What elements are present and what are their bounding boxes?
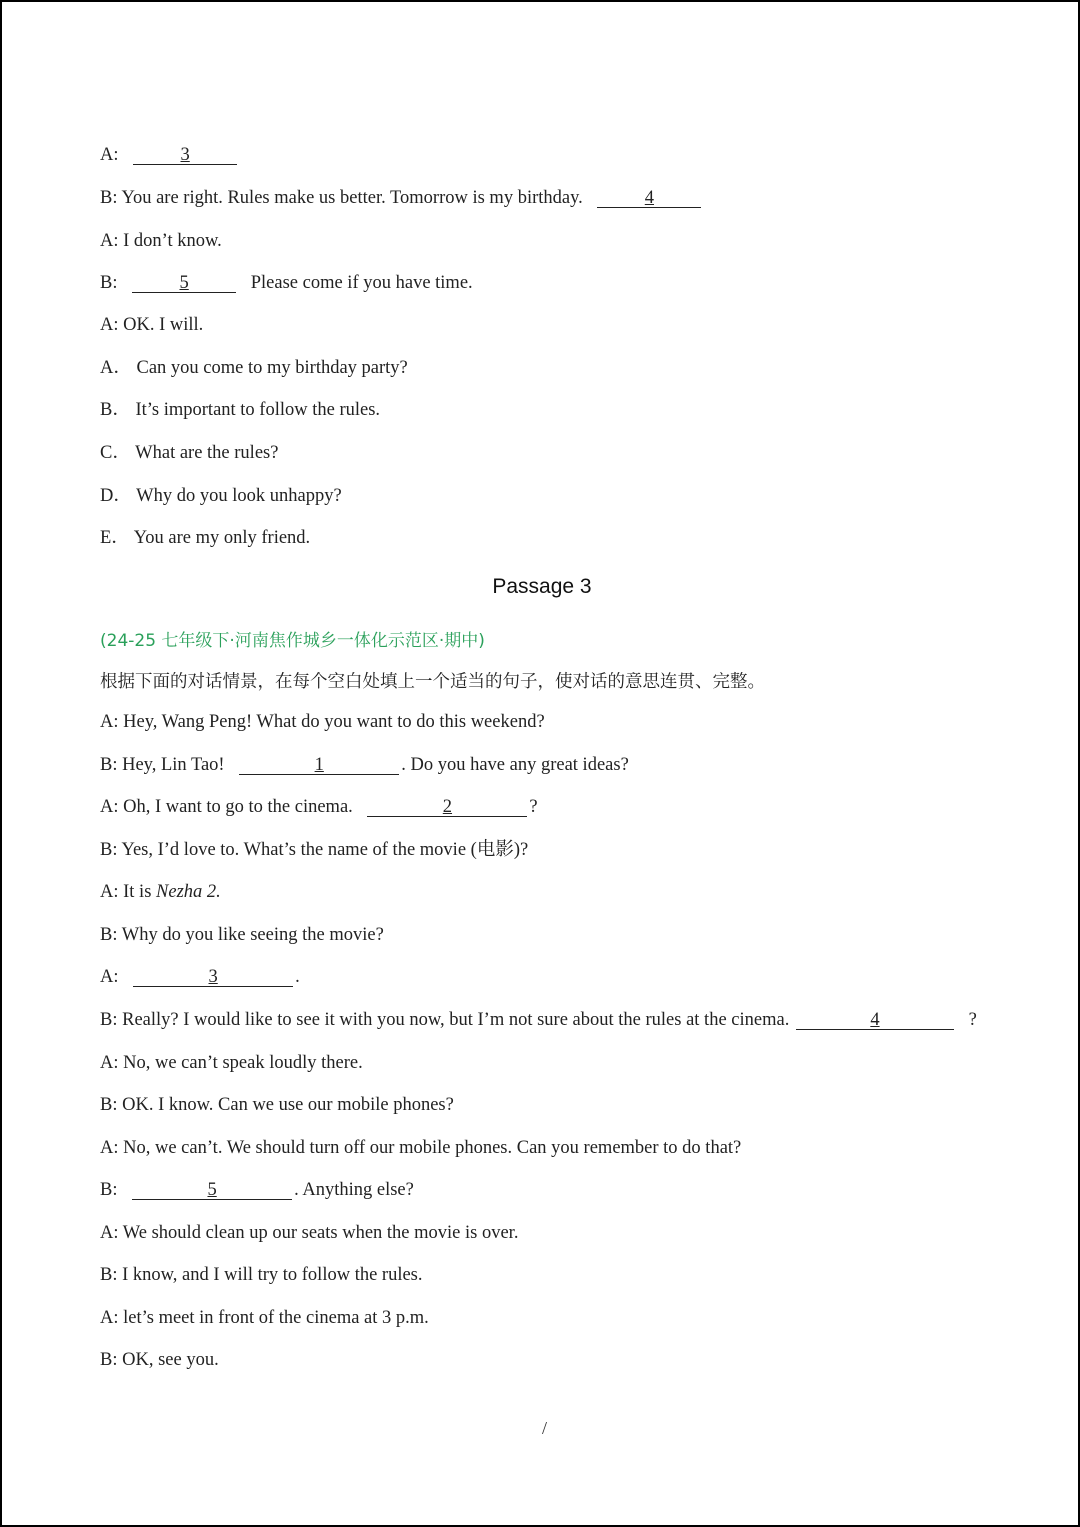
option-letter: A．	[100, 358, 132, 378]
option-text: What are the rules?	[135, 443, 279, 463]
speaker-label: A:	[100, 1053, 119, 1073]
p3-line-5	[100, 881, 221, 903]
speaker-label: A:	[100, 1223, 119, 1243]
option-e	[100, 527, 310, 549]
line-text: No, we can’t. We should turn off our mobile phones. Can you remember to do that?	[123, 1138, 742, 1158]
p3-line-8	[100, 1009, 977, 1031]
blank-number: 4	[644, 188, 655, 208]
speaker-label: B:	[100, 188, 118, 208]
p3-line-10	[100, 1094, 454, 1116]
speaker-label: B:	[100, 1010, 118, 1030]
line-text: let’s meet in front of the cinema at 3 p.m.	[123, 1308, 429, 1328]
blank-5	[132, 1181, 292, 1200]
speaker-label: A:	[100, 1308, 119, 1328]
blank-1	[239, 756, 399, 775]
line-text: ?	[968, 1010, 977, 1030]
option-a	[100, 357, 408, 379]
p3-line-9	[100, 1052, 363, 1074]
blank-5	[132, 274, 236, 293]
blank-3	[133, 968, 293, 987]
line-text: You are right. Rules make us better. Tomorrow is my birthday.	[121, 188, 583, 208]
p3-line-15	[100, 1307, 429, 1329]
option-b	[100, 399, 380, 421]
blank-number: 5	[179, 273, 189, 293]
speaker-label: B:	[100, 1350, 118, 1370]
line-text: OK. I will.	[123, 315, 204, 335]
line-text: Oh, I want to go to the cinema.	[123, 797, 353, 817]
speaker-label: B:	[100, 925, 118, 945]
speaker-label: B:	[100, 1180, 118, 1200]
option-c	[100, 442, 278, 464]
p3-line-4	[100, 839, 528, 861]
line-text: It is	[123, 882, 152, 902]
blank-number: 1	[314, 755, 324, 775]
option-letter: E．	[100, 528, 130, 548]
line-text: I know, and I will try to follow the rules.	[122, 1265, 423, 1285]
dialogue-line-b-5	[100, 272, 473, 294]
line-text: .	[295, 967, 300, 987]
speaker-label: A:	[100, 712, 119, 732]
dialogue-line-a-ok	[100, 314, 203, 336]
line-text: OK. I know. Can we use our mobile phones?	[122, 1095, 454, 1115]
p3-line-11	[100, 1137, 741, 1159]
option-letter: C．	[100, 443, 131, 463]
speaker-label: B:	[100, 273, 118, 293]
blank-number: 3	[208, 967, 218, 987]
p3-line-6	[100, 924, 384, 946]
passage-title: Passage 3	[492, 575, 592, 598]
speaker-label: A:	[100, 315, 119, 335]
speaker-label: B:	[100, 755, 118, 775]
option-text: It’s important to follow the rules.	[135, 400, 381, 420]
speaker-label: A:	[100, 882, 119, 902]
speaker-label: A:	[100, 231, 119, 251]
line-text: Hey, Wang Peng! What do you want to do this weekend?	[123, 712, 545, 732]
line-text: OK, see you.	[122, 1350, 219, 1370]
p3-line-12	[100, 1179, 414, 1201]
dialogue-line-a-dont-know	[100, 230, 222, 252]
option-text: Can you come to my birthday party?	[136, 358, 408, 378]
speaker-label: A:	[100, 145, 119, 165]
blank-number: 4	[870, 1010, 880, 1030]
speaker-label: B:	[100, 1095, 118, 1115]
blank-number: 2	[442, 797, 453, 817]
line-text: . Do you have any great ideas?	[401, 755, 629, 775]
line-text: Yes, I’d love to. What’s the name of the movie (电影)?	[121, 840, 529, 860]
speaker-label: B:	[100, 1265, 118, 1285]
line-text: . Anything else?	[294, 1180, 414, 1200]
line-text: ?	[529, 797, 538, 817]
line-text: We should clean up our seats when the movie is over.	[122, 1223, 519, 1243]
line-text: Really? I would like to see it with you now, but I’m not sure about the rules at the cinema.	[122, 1010, 790, 1030]
speaker-label: A:	[100, 1138, 119, 1158]
p3-line-2	[100, 754, 629, 776]
p3-line-13	[100, 1222, 518, 1244]
option-letter: B．	[100, 400, 131, 420]
line-text: Please come if you have time.	[250, 273, 473, 293]
p3-line-14	[100, 1264, 423, 1286]
source-citation: (24-25 七年级下·河南焦作城乡一体化示范区·期中)	[100, 631, 485, 651]
p3-line-1	[100, 711, 545, 733]
option-text: Why do you look unhappy?	[136, 486, 342, 506]
page-mark: /	[542, 1418, 548, 1438]
p3-line-16	[100, 1349, 219, 1371]
speaker-label: A:	[100, 797, 119, 817]
dialogue-line-b-4	[100, 187, 703, 209]
blank-2	[367, 798, 527, 817]
blank-4	[597, 189, 701, 208]
instruction-text: 根据下面的对话情景，在每个空白处填上一个适当的句子，使对话的意思连贯、完整。	[100, 672, 765, 692]
option-d	[100, 485, 342, 507]
movie-title: Nezha 2.	[156, 882, 221, 902]
line-text: I don’t know.	[123, 231, 222, 251]
blank-number: 5	[207, 1180, 217, 1200]
line-text: Hey, Lin Tao!	[122, 755, 225, 775]
blank-number: 3	[180, 145, 190, 165]
option-letter: D．	[100, 486, 132, 506]
blank-4	[796, 1011, 954, 1030]
dialogue-line-a-3	[100, 144, 239, 166]
p3-line-7	[100, 966, 300, 988]
line-text: Why do you like seeing the movie?	[121, 925, 384, 945]
speaker-label: A:	[100, 967, 119, 987]
option-text: You are my only friend.	[133, 528, 311, 548]
blank-3	[133, 146, 237, 165]
speaker-label: B:	[100, 840, 118, 860]
p3-line-3	[100, 796, 538, 818]
line-text: No, we can’t speak loudly there.	[123, 1053, 363, 1073]
